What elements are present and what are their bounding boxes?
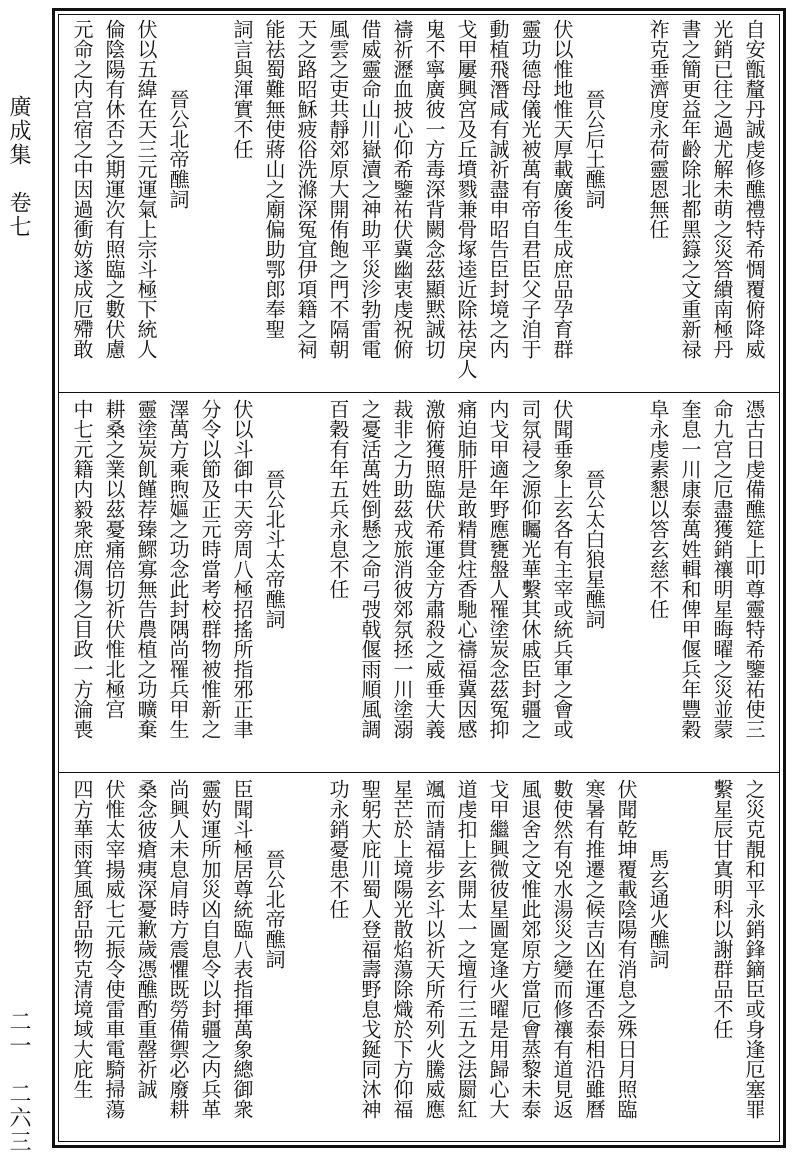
blank-column — [611, 19, 643, 389]
section-heading: 馬玄通火醮詞 — [646, 849, 670, 969]
text-column: 能祛蜀難無使蔣山之廟偏助鄂郎奉聖 — [262, 19, 286, 339]
text-column: 風雲之吏共靜郊原大開侑飽之門不隔朝 — [326, 19, 350, 359]
text-column: 命九宫之厄盡獲銷禳明星晦曜之災並蒙 — [710, 399, 734, 739]
margin-title: 廣成集 卷七 — [6, 95, 31, 239]
text-column: 伏聞垂象上玄各有主宰或統兵軍之會或 — [550, 399, 574, 739]
panel-divider — [59, 392, 779, 393]
text-column: 伏以惟地惟天厚載廣後生成庶品孕育群 — [550, 19, 574, 359]
text-column: 光銷已往之過尤解未萌之災答繢南極丹 — [710, 19, 734, 359]
blank-column — [611, 399, 643, 769]
section-heading: 晉公北帝醮詞 — [262, 849, 286, 969]
page-frame — [52, 8, 786, 1148]
text-column: 痛迫肺肝是敢精貫炷香馳心禱福冀因感 — [454, 399, 478, 739]
text-column: 伏以斗御中天旁周八極招搖所指邪正聿 — [230, 399, 254, 739]
text-panel-bottom — [61, 779, 777, 1141]
text-column: 裁非之力助茲戎旅消彼郊氛拯一川塗溺 — [390, 399, 414, 739]
text-column: 道虔扣上玄開太一之壇行三五之法罽紅 — [454, 779, 478, 1119]
text-column: 伏以五緯在天三元運氣上宗斗極下統人 — [134, 19, 158, 359]
text-column: 伏惟太宰揚威七元振令使雷車電騎掃蕩 — [102, 779, 126, 1119]
text-column: 奎息一川康泰萬姓輯和俾甲偃兵年豐穀 — [678, 399, 702, 739]
text-column: 中七元籍内毅衆庶凋傷之目政一方淪喪 — [70, 399, 94, 739]
text-column: 功永銷憂患不任 — [326, 779, 350, 919]
text-column: 星芒於上境陽光散焰蕩除熾於下方仰福 — [390, 779, 414, 1119]
text-column: 天之路昭穌疲俗洗滌深冤宜伊項籍之祠 — [294, 19, 318, 359]
text-column: 靈功德母儀光被萬有帝自君臣父子洎于 — [518, 19, 542, 359]
blank-column — [195, 19, 227, 389]
text-column: 鬼不寧廣彼一方毒深背闕念茲顯黙誠切 — [422, 19, 446, 359]
text-column: 澤萬方乘煦嫗之功念此封隅尚罹兵甲生 — [166, 399, 190, 739]
text-column: 颯而請福步玄斗以祈天所希列火騰威應 — [422, 779, 446, 1119]
text-column: 戈甲屢興宮及丘墳戮兼骨塚逵近除祛戾人 — [454, 19, 478, 379]
text-column: 桑念彼瘡痍深憂歉歲憑醮酌重罄祈誠 — [134, 779, 158, 1099]
text-column: 倫陰陽有休否之期運次有照臨之數伏慮 — [102, 19, 126, 359]
text-column: 靈妁運所加災凶自息令以封疆之内兵革 — [198, 779, 222, 1119]
text-column: 聖躬大庇川蜀人登福壽野息戈鋋同沐神 — [358, 779, 382, 1119]
text-column: 司氛祲之源仰矚光華繫其休戚臣封疆之 — [518, 399, 542, 739]
text-column: 百穀有年五兵永息不任 — [326, 399, 350, 599]
text-column: 激俯獲照臨伏希運金方肅殺之威垂大義 — [422, 399, 446, 739]
text-panel-top — [61, 19, 777, 389]
text-column: 自安甑釐丹誠虔修醮禮特希惆覆俯降威 — [742, 19, 766, 359]
text-column: 靈塗炭飢饉荐臻鰥寡無告農植之功曠棄 — [134, 399, 158, 739]
text-column: 之災克靚和平永銷鋒鏑臣或身逢厄塞罪 — [742, 779, 766, 1119]
text-panel-middle — [61, 399, 777, 769]
text-column: 四方華雨箕風舒品物克清境域大庇生 — [70, 779, 94, 1099]
section-heading: 晉公太白狼星醮詞 — [582, 469, 606, 629]
text-column: 憑古日虔備醮筵上叩尊靈特希鑒祐使三 — [742, 399, 766, 739]
page-number: 二一 二六三 — [6, 1010, 31, 1154]
text-column: 祚克垂濟度永荷靈恩無任 — [646, 19, 670, 239]
text-column: 尚興人未息肩時方震懼既勞備禦必廢耕 — [166, 779, 190, 1119]
text-column: 元命之内宫宿之中因過衝妨遂成厄殢敢 — [70, 19, 94, 359]
text-column: 臣聞斗極居尊統臨八表指揮萬象總御衆 — [230, 779, 254, 1119]
text-column: 書之簡更益年齡除北都黑籙之文重新禄 — [678, 19, 702, 359]
text-column: 繫星辰甘寘明科以謝群品不任 — [710, 779, 734, 1039]
text-column: 之憂活萬姓倒懸之命弓弢戟偃雨順風調 — [358, 399, 382, 739]
text-column: 風退舍之文惟此郊原方當厄會蒸黎未泰 — [518, 779, 542, 1119]
blank-column — [291, 399, 323, 769]
text-column: 内戈甲適年野應甕盤人罹塗炭念茲冤抑 — [486, 399, 510, 739]
blank-column — [291, 779, 323, 1141]
text-column: 動植飛潛咸有誠祈盡申昭告臣封境之内 — [486, 19, 510, 359]
section-heading: 晉公北斗太帝醮詞 — [262, 469, 286, 629]
text-column: 借威靈命山川嶽瀆之神助平災沴勃雷電 — [358, 19, 382, 359]
text-column: 耕桑之業以茲憂痛倍切祈伏惟北極宫 — [102, 399, 126, 719]
text-column: 阜永虔素懇以答玄慈不任 — [646, 399, 670, 619]
section-heading: 晉公后土醮詞 — [582, 89, 606, 209]
text-column: 數使然有兇水湯災之變而修禳有道見返 — [550, 779, 574, 1119]
text-column: 戈甲繼興微彼星圖寔逢火曜是用歸心大 — [486, 779, 510, 1119]
text-column: 伏聞乾坤覆載陰陽有消息之殊日月照臨 — [614, 779, 638, 1119]
text-column: 分令以節及正元時當考校群物被惟新之 — [198, 399, 222, 739]
text-column: 禱祈瀝血披心仰希鑒祐伏冀幽衷虔祝俯 — [390, 19, 414, 359]
blank-column — [675, 779, 707, 1141]
text-column: 詞言與渾實不任 — [230, 19, 254, 159]
panel-divider — [59, 772, 779, 773]
text-column: 寒暑有推遷之候吉凶在運否泰相沿雖曆 — [582, 779, 606, 1119]
section-heading: 晉公北帝醮詞 — [166, 89, 190, 209]
